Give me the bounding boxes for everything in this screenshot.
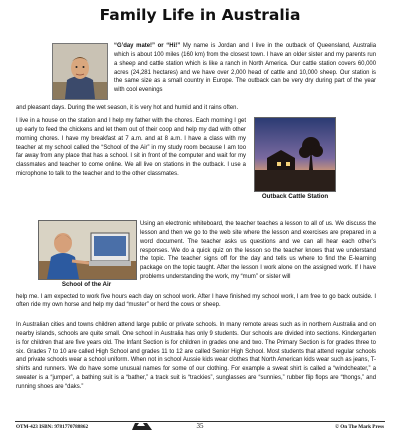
school-caption: School of the Air	[61, 281, 112, 288]
boy-portrait-image	[53, 44, 107, 99]
lesson-paragraph-tail: help me. I am expected to work five hours each day on school work. After I have finished my school work, I am free to go back outside. I often ride my own horse and help my dad “muster” or herd the cows or sheep.	[16, 293, 376, 309]
school-of-the-air-photo	[38, 220, 137, 280]
schools-paragraph: In Australian cities and towns children attend large public or private schools. In many remote areas such as in northern Australia and on nearby islands, schools are quite small. One school in Australia has only 9 students. Our schools are divided into sections. Kindergarten is for children that are five years old. The Infant Section is for children in grades one and two. The Primary Section is for grades three to six. Grades 7 to 10 are called High School and grades 11 to 12 are called Senior High School. Most students that attend regular schools and private schools wear a school uniform. When not in school Aussie kids wear clothes that North American kids wear such as jeans, T-shirts and runners. We do have some unusual names for some of our clothing. For example a sweat shirt is called a “windcheater,” a sweater is a “jumper”, a bathing suit is a “bather,” a track suit is “trackies”, sunglasses are “sunnies,” rubber flip flops are “thongs,” and running shoes are “daks.”	[16, 322, 376, 390]
footer-copyright: © On The Mark Press	[335, 424, 384, 430]
intro-text: My name is Jordan and I live in the outback of Queensland, Australia which is about 100 miles (160 km) from the closest town. I have an older sister and my parents run a sheep and cattle station which is like a ranch in North America. Our cattle station covers 60,000 acres (24,281 hectares) and we have over 2,000 head of cattle and 10,000 sheep. Our station is the same size as a small country in Europe. The outback can be very dry during part of the year with cool evenings	[114, 43, 377, 94]
boy-portrait-photo	[52, 43, 108, 100]
child-at-computer-image	[39, 221, 136, 279]
footer-isbn: OTM-423 ISBN: 9781770788862	[16, 424, 89, 430]
cattle-station-photo	[254, 117, 336, 192]
intro-paragraph-tail: and pleasant days. During the wet season, it is very hot and humid and it rains often.	[16, 104, 239, 111]
page-number: 35	[196, 422, 204, 430]
lesson-paragraph: Using an electronic whiteboard, the teacher teaches a lesson to all of us. We discuss the lesson and then we go to the web site where the lesson and exercises are prepared in a word document. The teacher asks us questions and we can all hear each other’s responses. We do a quick quiz on the lesson so the teacher knows that we understand the topic. The teacher signs off for the day and tells us where to find the E-learning package on the topic taught. After the lesson I work alone on the assigned work. If I have problems understanding the work, my “mum” or sister will	[140, 221, 376, 281]
intro-paragraph	[114, 42, 376, 95]
chores-paragraph: I live in a house on the station and I help my father with the chores. Each morning I get up early to feed the chickens and let them out of their coop and help my dad with other morning chores. I have my breakfast at 7 a.m. and at 8 a.m. I have a class with my teacher at my school called the “School of the Air” in my study room because I am too far away from any place that has a school. I sit in front of the computer and wait for my classmates and teacher to come online. We all live on stations in the outback. I use a microphone to talk to the teacher and to the other classmates.	[16, 118, 246, 178]
station-caption: Outback Cattle Station	[261, 193, 329, 200]
greeting-text: “G’day mate!” or “Hi!”	[114, 43, 181, 49]
page-title: Family Life in Australia	[99, 6, 301, 24]
cattle-station-image	[255, 118, 335, 191]
